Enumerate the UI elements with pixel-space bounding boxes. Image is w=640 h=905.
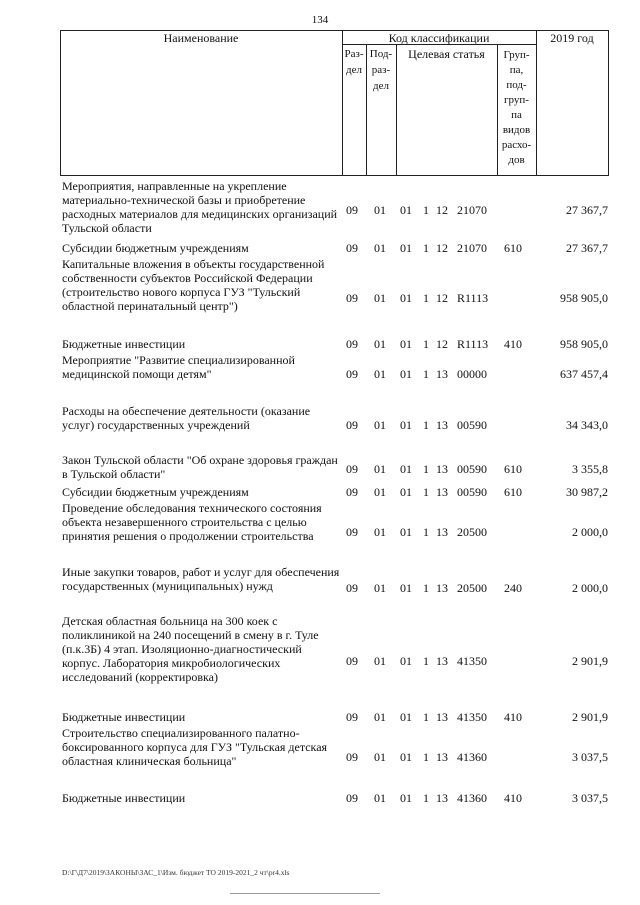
row-section: 09 [346,291,358,305]
row-amount: 3 037,5 [572,791,608,805]
row-name: Мероприятие "Развитие специализированной медицинской помощи детям" [62,353,295,381]
row-subsection: 01 [374,337,386,351]
row-expense-type: 410 [504,791,522,805]
row-target-4: 21070 [457,241,487,255]
row-amount: 30 987,2 [566,485,608,499]
col-border-right [608,30,609,176]
row-subsection: 01 [374,291,386,305]
row-subsection: 01 [374,750,386,764]
row-amount: 3 355,8 [572,462,608,476]
row-name: Иные закупки товаров, работ и услуг для обеспечения государственных (муниципальных) нужд [62,565,340,593]
row-expense-type: 240 [504,581,522,595]
row-target-4: 00000 [457,367,487,381]
row-target-2: 1 [423,750,429,764]
row-section: 09 [346,581,358,595]
row-target-1: 01 [400,485,412,499]
row-amount: 2 000,0 [572,525,608,539]
row-subsection: 01 [374,654,386,668]
row-amount: 27 367,7 [566,241,608,255]
row-expense-type: 410 [504,337,522,351]
row-name: Бюджетные инвестиции [62,791,186,805]
row-section: 09 [346,791,358,805]
row-target-2: 1 [423,791,429,805]
row-target-4: 20500 [457,581,487,595]
header-subsection: Под- раз- дел [369,48,393,92]
row-expense-type: 610 [504,462,522,476]
row-name: Субсидии бюджетным учреждениям [62,241,249,255]
row-target-3: 13 [436,367,448,381]
row-target-2: 1 [423,581,429,595]
row-name: Бюджетные инвестиции [62,710,186,724]
row-target-1: 01 [400,367,412,381]
row-name: Субсидии бюджетным учреждениям [62,485,249,499]
row-subsection: 01 [374,791,386,805]
row-target-2: 1 [423,203,429,217]
header-section: Раз- дел [344,48,364,76]
row-subsection: 01 [374,581,386,595]
row-target-3: 13 [436,462,448,476]
row-target-3: 13 [436,654,448,668]
row-amount: 958 905,0 [560,337,608,351]
row-target-4: 21070 [457,203,487,217]
row-section: 09 [346,367,358,381]
row-target-2: 1 [423,418,429,432]
row-name: Капитальные вложения в объекты государственной собственности субъектов Российской Федерации (строительство нового корпуса ГУЗ "Тульский областной перинатальный центр") [62,257,325,313]
row-section: 09 [346,525,358,539]
row-target-3: 13 [436,485,448,499]
row-amount: 637 457,4 [560,367,608,381]
row-section: 09 [346,241,358,255]
header-group: Груп- па, под- груп- па видов расхо- дов [501,49,532,166]
row-subsection: 01 [374,203,386,217]
row-expense-type: 410 [504,710,522,724]
header-target-article: Целевая статья [408,47,485,61]
col-border-left [60,30,61,176]
header-bottom-line [60,175,608,176]
row-section: 09 [346,203,358,217]
row-target-2: 1 [423,337,429,351]
row-target-2: 1 [423,367,429,381]
row-target-1: 01 [400,462,412,476]
row-target-1: 01 [400,337,412,351]
footer-file-path: D:\Г\Д7\2019\ЗАКОНЫ\ЗАС_1\Изм. бюджет ТО 2019-2021_2 чт\pr4.xls [62,868,290,877]
row-target-2: 1 [423,241,429,255]
row-subsection: 01 [374,485,386,499]
row-amount: 2 000,0 [572,581,608,595]
row-name: Расходы на обеспечение деятельности (оказание услуг) государственных учреждений [62,404,311,432]
row-subsection: 01 [374,710,386,724]
row-subsection: 01 [374,367,386,381]
row-target-1: 01 [400,203,412,217]
row-expense-type: 610 [504,485,522,499]
row-target-4: 00590 [457,462,487,476]
row-target-3: 12 [436,203,448,217]
row-name: Бюджетные инвестиции [62,337,186,351]
row-section: 09 [346,462,358,476]
row-target-2: 1 [423,485,429,499]
row-target-1: 01 [400,581,412,595]
row-target-4: 20500 [457,525,487,539]
row-subsection: 01 [374,462,386,476]
row-target-3: 13 [436,581,448,595]
row-target-2: 1 [423,525,429,539]
row-target-3: 13 [436,791,448,805]
row-section: 09 [346,750,358,764]
row-name: Детская областная больница на 300 коек с поликлиникой на 240 посещений в смену в г. Туле (п.к.3Б) 4 этап. Изоляционно-диагностический корпус. Лаборатория микробиологических исследований (корректировка) [62,614,319,684]
row-name: Закон Тульской области "Об охране здоровья граждан в Тульской области" [62,453,338,481]
row-target-4: 00590 [457,485,487,499]
row-target-3: 13 [436,418,448,432]
row-section: 09 [346,418,358,432]
row-target-1: 01 [400,654,412,668]
row-target-4: 00590 [457,418,487,432]
row-target-3: 13 [436,750,448,764]
row-target-1: 01 [400,710,412,724]
row-target-4: 41360 [457,750,487,764]
row-subsection: 01 [374,418,386,432]
scan-artifact-line [230,893,380,894]
row-section: 09 [346,710,358,724]
row-amount: 958 905,0 [560,291,608,305]
row-target-4: 41360 [457,791,487,805]
row-target-1: 01 [400,291,412,305]
row-amount: 2 901,9 [572,654,608,668]
header-year: 2019 год [550,31,594,45]
row-expense-type: 610 [504,241,522,255]
row-target-2: 1 [423,462,429,476]
row-target-3: 12 [436,241,448,255]
row-target-3: 12 [436,291,448,305]
row-target-4: R1113 [457,337,489,351]
col-border-group [536,30,537,176]
row-section: 09 [346,654,358,668]
row-amount: 3 037,5 [572,750,608,764]
row-target-4: R1113 [457,291,489,305]
row-target-2: 1 [423,291,429,305]
row-name: Проведение обследования технического состояния объекта незавершенного строительства с целью принятия решения о продолжении строительства [62,501,322,543]
row-target-3: 13 [436,710,448,724]
row-target-1: 01 [400,750,412,764]
row-amount: 27 367,7 [566,203,608,217]
row-target-1: 01 [400,418,412,432]
page-number: 134 [311,14,329,26]
row-subsection: 01 [374,241,386,255]
col-border-subsection [396,44,397,176]
row-amount: 2 901,9 [572,710,608,724]
row-target-4: 41350 [457,710,487,724]
row-target-2: 1 [423,654,429,668]
row-target-1: 01 [400,525,412,539]
row-subsection: 01 [374,525,386,539]
row-target-3: 12 [436,337,448,351]
row-section: 09 [346,485,358,499]
header-top-line [60,30,608,31]
row-target-3: 13 [436,525,448,539]
header-classification-code: Код классификации [388,31,490,45]
row-section: 09 [346,337,358,351]
row-amount: 34 343,0 [566,418,608,432]
row-target-1: 01 [400,241,412,255]
row-target-4: 41350 [457,654,487,668]
header-name: Наименование [163,31,239,45]
row-name: Строительство специализированного палатно-боксированного корпуса для ГУЗ "Тульская детская областная клиническая больница" [62,726,328,768]
row-target-2: 1 [423,710,429,724]
row-target-1: 01 [400,791,412,805]
row-name: Мероприятия, направленные на укрепление материально-технической базы и приобретение расходных материалов для медицинских организаций Тульской области [62,179,338,235]
